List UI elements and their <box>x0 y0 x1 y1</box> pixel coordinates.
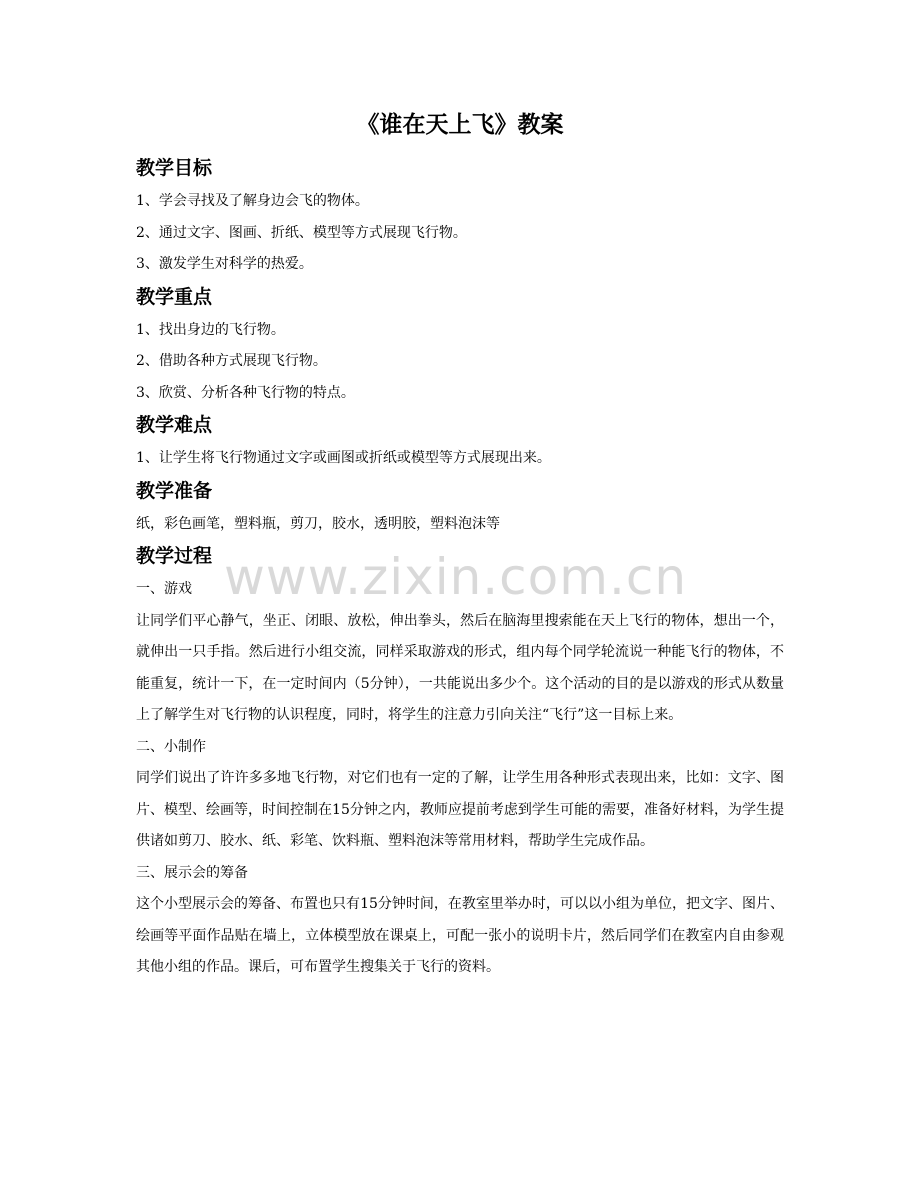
process-step-label: 二、小制作 <box>136 738 206 755</box>
key-point-item: 1、找出身边的飞行物。 <box>136 321 285 338</box>
page-title: 《谁在天上飞》教案 <box>356 112 564 138</box>
section-heading-difficulties: 教学难点 <box>136 414 213 436</box>
process-step-label: 三、展示会的筹备 <box>136 864 248 881</box>
section-heading-preparation: 教学准备 <box>136 479 213 502</box>
section-process <box>136 540 784 984</box>
goal-item: 2、通过文字、图画、折纸、模型等方式展现飞行物。 <box>136 224 467 241</box>
preparation-item: 纸，彩色画笔，塑料瓶，剪刀，胶水，透明胶，塑料泡沫等 <box>136 515 500 532</box>
section-key-points <box>136 281 784 410</box>
difficulty-item: 1、让学生将飞行物通过文字或画图或折纸或模型等方式展现出来。 <box>136 450 551 466</box>
section-heading-key-points: 教学重点 <box>136 285 213 308</box>
goal-item: 3、激发学生对科学的热爱。 <box>136 256 313 272</box>
process-step-text: 同学们说出了许许多多地飞行物，对它们也有一定的了解，让学生用各种形式表现出来，比如：文字、图片、模型、绘画等，时间控制在15分钟之内，教师应提前考虑到学生可能的需要，准备好材料，为学生提供诸如剪刀、胶水、纸、彩笔、饮料瓶、塑料泡沫等常用材料，帮助学生完成作品。 <box>136 770 784 849</box>
process-step-text: 这个小型展示会的筹备、布置也只有15分钟时间，在教室里举办时，可以以小组为单位，把文字、图片、绘画等平面作品贴在墙上，立体模型放在课桌上，可配一张小的说明卡片，然后同学们在教室内自由参观其他小组的作品。课后，可布置学生搜集关于飞行的资料。 <box>136 896 784 975</box>
section-heading-process: 教学过程 <box>136 545 213 567</box>
process-step-text: 让同学们平心静气，坐正、闭眼、放松，伸出拳头，然后在脑海里搜索能在天上飞行的物体，想出一个，就伸出一只手指。然后进行小组交流，同样采取游戏的形式，组内每个同学轮流说一种能飞行的物体，不能重复，统计一下，在一定时间内（5分钟），一共能说出多少个。这个活动的目的是以游戏的形式从数量上了解学生对飞行物的认识程度，同时，将学生的注意力引向关注“飞行”这一目标上来。 <box>136 612 784 723</box>
goal-item: 1、学会寻找及了解身边会飞的物体。 <box>136 193 369 209</box>
process-step-label: 一、游戏 <box>136 581 192 597</box>
section-difficulties <box>136 409 784 475</box>
section-goals <box>136 152 784 281</box>
section-preparation <box>136 475 784 541</box>
key-point-item: 2、借助各种方式展现飞行物。 <box>136 353 327 369</box>
document-body <box>136 152 784 984</box>
section-heading-goals: 教学目标 <box>136 157 213 179</box>
watermark: www.zixin.com.cn <box>224 548 688 606</box>
key-point-item: 3、欣赏、分析各种飞行物的特点。 <box>136 384 355 401</box>
